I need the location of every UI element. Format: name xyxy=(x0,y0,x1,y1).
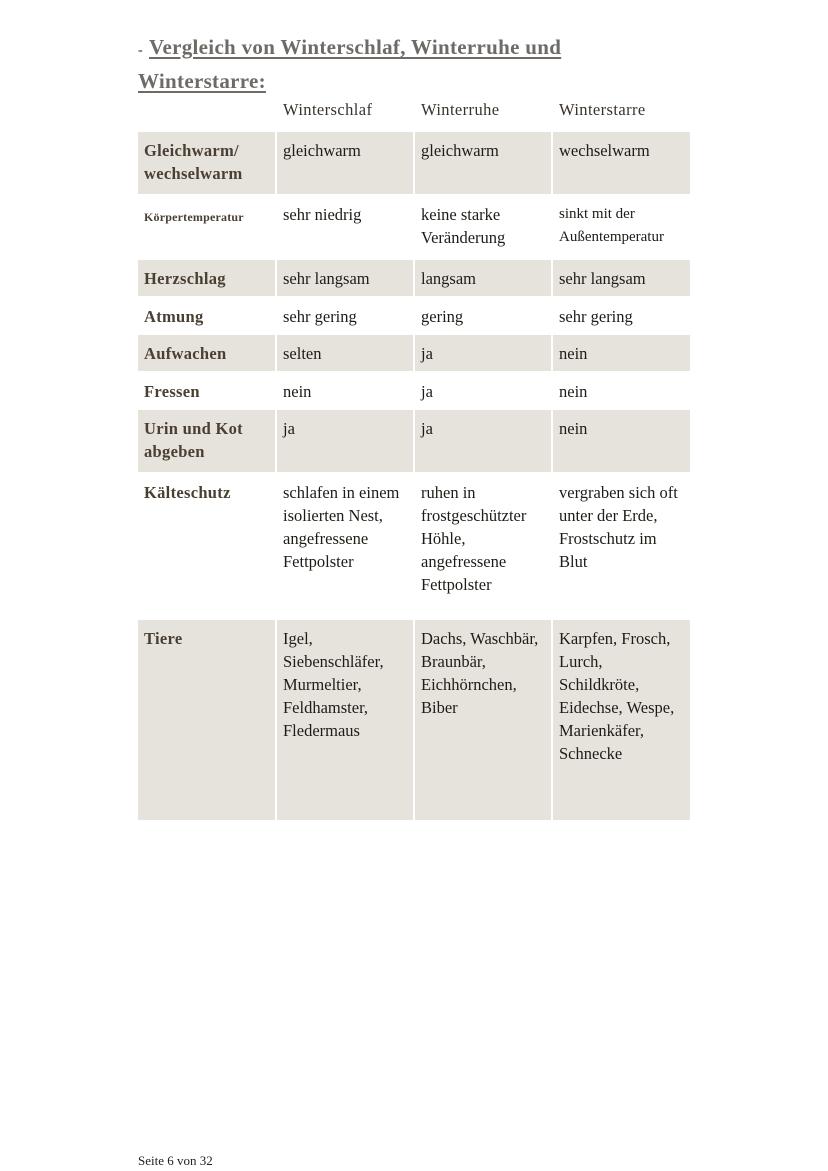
row-label: Herzschlag xyxy=(138,260,275,296)
table-cell: Dachs, Waschbär, Braunbär, Eichhörnchen, Biber xyxy=(415,620,551,820)
table-row xyxy=(138,260,690,296)
table-row xyxy=(138,132,690,194)
table-cell: vergraben sich oft unter der Erde, Frostschutz im Blut xyxy=(559,483,678,571)
table-cell: gering xyxy=(421,307,464,326)
table-cell: nein xyxy=(553,410,690,472)
table-cell: sehr niedrig xyxy=(283,205,362,224)
table-cell: ja xyxy=(277,410,413,472)
table-cell: sehr gering xyxy=(283,307,357,326)
table-row xyxy=(138,335,690,371)
table-header xyxy=(138,100,690,126)
table-cell: ja xyxy=(415,410,551,472)
table-cell: selten xyxy=(277,335,413,371)
table-cell: sehr gering xyxy=(559,307,633,326)
table-cell: ja xyxy=(415,335,551,371)
table-cell: gleichwarm xyxy=(277,132,413,194)
row-label: Aufwachen xyxy=(138,335,275,371)
table-cell: nein xyxy=(559,382,588,401)
table-cell: Igel, Siebenschläfer, Murmeltier, Feldhamster, Fledermaus xyxy=(277,620,413,820)
column-header-winterschlaf: Winterschlaf xyxy=(283,100,373,119)
row-label: Körpertemperatur xyxy=(144,210,244,224)
table-cell: langsam xyxy=(415,260,551,296)
table-cell: ja xyxy=(421,382,433,401)
row-label: Tiere xyxy=(138,620,275,820)
table-cell: sehr langsam xyxy=(277,260,413,296)
table-row xyxy=(138,298,690,334)
title-line-2: Winterstarre: xyxy=(138,69,266,93)
row-label: Urin und Kot abgeben xyxy=(138,410,275,472)
table-cell: Karpfen, Frosch, Lurch, Schildkröte, Eidechse, Wespe, Marienkäfer, Schnecke xyxy=(553,620,690,820)
table-cell: wechselwarm xyxy=(553,132,690,194)
row-label: Fressen xyxy=(144,382,200,401)
table-cell: sehr langsam xyxy=(553,260,690,296)
table-cell: ruhen in frostgeschützter Höhle, angefressene Fettpolster xyxy=(421,483,527,594)
table-cell: nein xyxy=(283,382,312,401)
page-number: Seite 6 von 32 xyxy=(138,1153,213,1168)
table-cell: sinkt mit der Außentemperatur xyxy=(559,206,664,245)
table-row xyxy=(138,373,690,409)
column-header-winterruhe: Winterruhe xyxy=(421,100,500,119)
title-dash: - xyxy=(138,43,143,58)
row-label: Atmung xyxy=(144,307,204,326)
table-cell: keine starke Veränderung xyxy=(421,205,506,247)
title-line-1: Vergleich von Winterschlaf, Winterruhe und xyxy=(148,35,562,59)
document-title xyxy=(138,32,678,96)
table-row xyxy=(138,410,690,472)
row-label: Kälteschutz xyxy=(144,483,231,502)
table-row xyxy=(138,196,690,258)
column-header-winterstarre: Winterstarre xyxy=(559,100,646,119)
row-label: Gleichwarm/ wechselwarm xyxy=(138,132,275,194)
table-row xyxy=(138,474,690,618)
table-row xyxy=(138,620,690,820)
table-cell: nein xyxy=(553,335,690,371)
table-cell: schlafen in einem isolierten Nest, angefressene Fettpolster xyxy=(283,483,400,571)
title-text xyxy=(138,32,678,96)
table-cell: gleichwarm xyxy=(415,132,551,194)
